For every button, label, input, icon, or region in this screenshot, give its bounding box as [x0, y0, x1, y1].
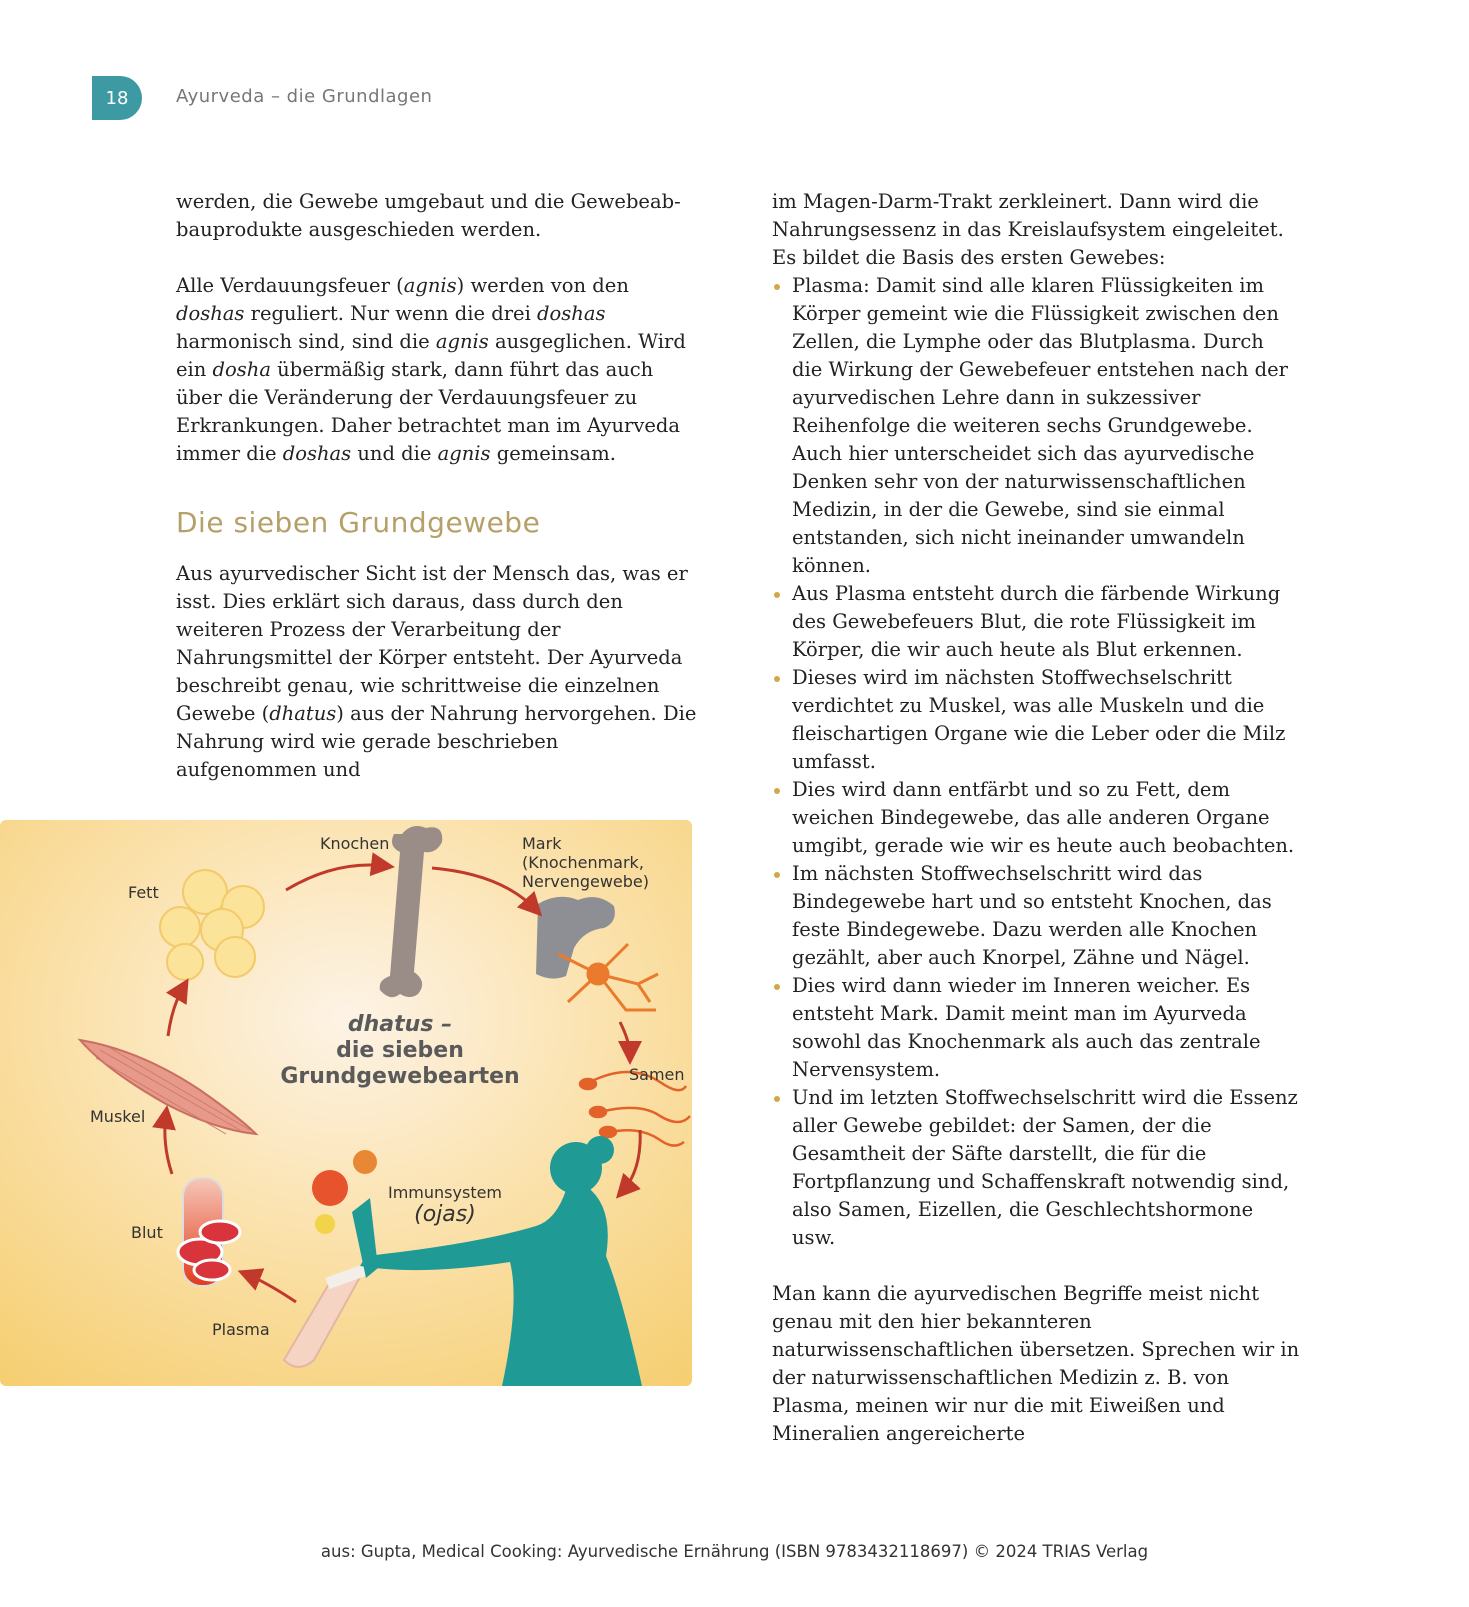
- label-blut: Blut: [131, 1223, 163, 1242]
- figure-title-line-2: die sieben: [336, 1038, 464, 1063]
- footer-citation: aus: Gupta, Medical Cooking: Ayurvedische Ernährung (ISBN 9783432118697) © 2024 TRIAS Verlag: [320, 1542, 1149, 1561]
- label-mark: Mark (Knochenmark, Nervengewebe): [522, 834, 650, 891]
- page-number: 18: [105, 87, 129, 109]
- right-intro: im Magen-Darm-Trakt zerkleinert. Dann wird die Nahrungsessenz in das Kreislaufsystem eingeleitet. Es bildet die Basis des ersten Gewebes:: [772, 190, 1284, 269]
- illustration-artwork: [0, 812, 700, 1386]
- figure-title-line-1: dhatus –: [347, 1012, 453, 1037]
- right-column: [772, 188, 1300, 1448]
- right-closing: Man kann die ayurvedischen Begriffe meist nicht genau mit den hier bekannteren naturwissenschaftlichen übersetzen. Sprechen wir in der naturwissenschaftlichen Medizin z. B. von Plasma, meinen wir nur die mit Eiweißen und Mineralien angereicherte: [772, 1282, 1300, 1445]
- dhatus-illustration: [0, 812, 700, 1386]
- figure-title-line-3: Grundgewebearten: [280, 1064, 520, 1089]
- paragraph-1: werden, die Gewebe umgebaut und die Gewebeabbauprodukte ausgeschieden werden.: [176, 190, 681, 241]
- page-number-badge: [92, 76, 142, 120]
- list-item: Dieses wird im nächsten Stoffwechselschritt verdichtet zu Muskel, was alle Muskeln und die fleischartigen Organe wie die Leber oder die Milz umfasst.: [772, 664, 1300, 776]
- list-item: Und im letzten Stoffwechselschritt wird die Essenz aller Gewebe gebildet: der Samen, der die Gesamtheit der Säfte darstellt, die für die Fortpflanzung und Schaffenskraft notwendig sind, also Samen, Eizellen, die Geschlechtshormone usw.: [772, 1084, 1300, 1252]
- label-samen: Samen: [629, 1065, 685, 1084]
- label-immunsystem: Immunsystem (ojas): [388, 1183, 503, 1227]
- list-item: Dies wird dann wieder im Inneren weicher. Es entsteht Mark. Damit meint man im Ayurveda sowohl das Knochenmark als auch das zentrale Nervensystem.: [772, 972, 1300, 1084]
- figure-title: [250, 1012, 550, 1090]
- label-fett: Fett: [128, 883, 159, 902]
- left-column: [176, 188, 701, 784]
- tissue-list: [772, 272, 1300, 1252]
- running-head: Ayurveda – die Grundlagen: [176, 86, 433, 107]
- paragraph-2: Alle Verdauungsfeuer (agnis) werden von den doshas reguliert. Nur wenn die drei doshas harmonisch sind, sind die agnis ausgeglichen. Wird ein dosha übermäßig stark, dann führt das auch über die Veränderung der Verdauungsfeuer zu Erkrankungen. Daher betrachtet man im Ayurveda immer die doshas und die agnis gemeinsam.: [176, 274, 686, 465]
- label-plasma: Plasma: [212, 1320, 270, 1339]
- section-heading: Die sieben Grundgewebe: [176, 506, 541, 539]
- list-item: Aus Plasma entsteht durch die färbende Wirkung des Gewebefeuers Blut, die rote Flüssigkeit im Körper, die wir auch heute als Blut erkennen.: [772, 580, 1300, 664]
- paragraph-3: Aus ayurvedischer Sicht ist der Mensch das, was er isst. Dies erklärt sich daraus, dass durch den weiteren Prozess der Verarbeitung der Nahrungsmittel der Körper entsteht. Der Ayurveda beschreibt genau, wie schrittweise die einzelnen Gewebe (dhatus) aus der Nahrung hervorgehen. Die Nahrung wird wie gerade beschrieben aufgenommen und: [176, 562, 697, 781]
- label-knochen: Knochen: [320, 834, 390, 853]
- list-item: Plasma: Damit sind alle klaren Flüssigkeiten im Körper gemeint wie die Flüssigkeit zwischen den Zellen, die Lymphe oder das Blutplasma. Durch die Wirkung der Gewebefeuer entstehen nach der ayurvedischen Lehre dann in sukzessiver Reihenfolge die weiteren sechs Grundgewebe. Auch hier unterscheidet sich das ayurvedische Denken sehr von der naturwissenschaftlichen Medizin, in der die Gewebe, sind sie einmal entstanden, sich nicht ineinander umwandeln können.: [772, 272, 1300, 580]
- list-item: Dies wird dann entfärbt und so zu Fett, dem weichen Bindegewebe, das alle anderen Organe umgibt, gerade wie wir es heute auch beobachten.: [772, 776, 1300, 860]
- label-muskel: Muskel: [90, 1107, 146, 1126]
- list-item: Im nächsten Stoffwechselschritt wird das Bindegewebe hart und so entsteht Knochen, das feste Bindegewebe. Dazu werden alle Knochen gezählt, aber auch Knorpel, Zähne und Nägel.: [772, 860, 1300, 972]
